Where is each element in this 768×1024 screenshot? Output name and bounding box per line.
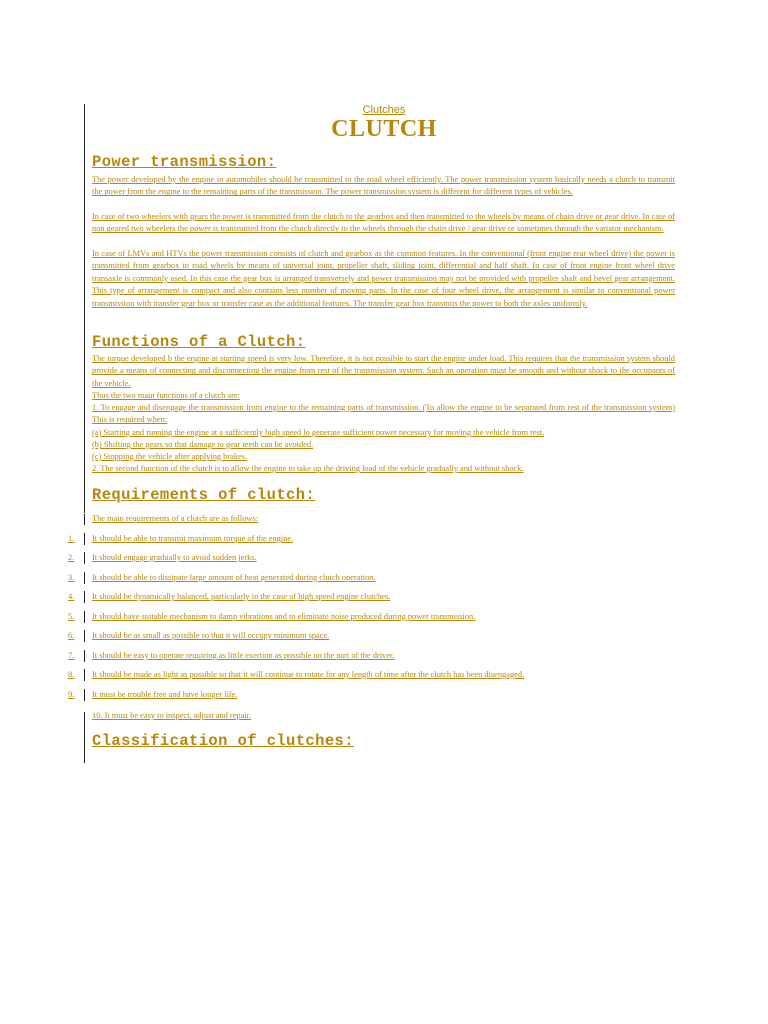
requirement-text: It should be able to transmit maximum torque of the engine. — [92, 534, 294, 543]
margin-tick — [84, 552, 85, 564]
power-paragraph-2: In case of two wheelers with gears the power is transmitted from the clutch to the gearbox and then transmitted to the wheels by means of chain drive or gear drive. In case of non geared two wheelers the power is transmitted from the clutch directly to the wheels through the chain drive / gear drive or sometimes through the variator mechanism. — [92, 212, 675, 234]
requirement-text: It should be as small as possible so that it will occupy minimum space. — [92, 631, 330, 640]
requirement-number: 2. — [68, 553, 75, 562]
requirement-text: It should be dynamically balanced, particularly in the case of high speed engine clutches. — [92, 592, 391, 601]
requirement-text: It must be trouble free and have longer life. — [92, 690, 238, 699]
power-transmission-heading: Power transmission: — [92, 153, 277, 171]
requirement-item — [0, 611, 700, 623]
functions-subitem-a: (a) Starting and running the engine at a sufficiently high speed lo generate sufficient power necessary for moving the vehicle from rest. — [92, 428, 545, 437]
margin-tick — [84, 669, 85, 681]
margin-bar — [84, 514, 85, 525]
requirement-text: It should engage gradually to avoid sudden jerks. — [92, 553, 257, 562]
document-title: CLUTCH — [331, 116, 437, 142]
requirement-item — [0, 650, 700, 662]
functions-subitem-b: (b) Shifting the gears so that damage to gear teeth can be avoided. — [92, 440, 314, 449]
power-paragraph-3: In case of LMVs and HTVs the power transmission consists of clutch and gearbox as the common features. In the conventional (front engine rear wheel drive) the power is transmitted from gearbox to road wheels by means of universal joint, propeller shaft, sliding joint, differential and half shaft. In case of front engine front wheel drive transaxle is commonly used. In this case the gear box is arranged transversely and power transmission may not be provided with propeller shaft and bevel gear arrangement. This type of arrangement is compact and also contains less number of moving parts. In the case of four wheel drive, the arrangement is similar to conventional power transmission with transfer gear box or transfer case as the additional features. The transfer gear box transmits the power to both the axles uniformly. — [92, 249, 675, 308]
document-pretitle-link[interactable]: Clutches — [362, 104, 406, 116]
functions-heading: Functions of a Clutch: — [92, 333, 306, 351]
requirement-number: 8. — [68, 670, 75, 679]
requirements-intro: The main requirements of a clutch are as follows: — [92, 514, 259, 523]
functions-paragraph-3: 1. To engage and disengage the transmission from engine to the remaining parts of transmission. (To allow the engine to be separated from rest of the transmission system) This is required when: — [92, 403, 675, 425]
requirement-item — [0, 533, 700, 545]
margin-tick — [84, 611, 85, 623]
requirement-item — [0, 630, 700, 642]
margin-tick — [84, 630, 85, 642]
margin-tick — [84, 689, 85, 701]
requirement-item — [0, 669, 700, 681]
requirement-item — [0, 572, 700, 584]
requirement-item — [0, 689, 700, 701]
functions-paragraph-2: Thus the two main functions of a clutch are: — [92, 391, 240, 400]
requirement-text: It should be easy to operate requiring as little exertion as possible on the part of the driver. — [92, 651, 395, 660]
requirement-number: 1. — [68, 534, 75, 543]
requirement-number: 3. — [68, 573, 75, 582]
power-paragraph-1: The power developed by the engine in automobiles should be transmitted to the road wheel efficiently. The power transmission system basically needs a clutch to transmit the power from the engine to the remaining parts of the transmission. The power transmission system is different for different types of vehicles. — [92, 175, 675, 197]
functions-subitem-c: (c) Stopping the vehicle after applying brakes. — [92, 452, 248, 461]
requirement-number: 6. — [68, 631, 75, 640]
requirement-text: It should be made as light as possible so that it will continue to rotate for any length of time after the clutch has been disengaged. — [92, 670, 525, 679]
margin-bar — [84, 104, 85, 513]
requirements-heading: Requirements of clutch: — [92, 486, 316, 504]
margin-tick — [84, 533, 85, 545]
requirement-text: It should be able to dissipate large amount of heat generated during clutch operation. — [92, 573, 376, 582]
functions-paragraph-1: The torque developed b the engine at starting speed is very low. Therefore, it is not possible to start the engine under load. This requires that the transmission system should provide a means of connecting and disconnecting the engine from rest of the transmission system. Such an operation must be smooth and without shock to the occupants of the vehicle. — [92, 354, 675, 388]
requirement-item — [0, 591, 700, 603]
requirement-item — [0, 552, 700, 564]
margin-tick — [84, 572, 85, 584]
margin-tick — [84, 591, 85, 603]
requirement-text: It should have suitable mechanism to damp vibrations and to eliminate noise produced during power transmission. — [92, 612, 476, 621]
margin-bar — [84, 712, 85, 763]
functions-second-function: 2. The second function of the clutch is to allow the engine to take up the driving load of the vehicle gradually and without shock. — [92, 464, 524, 473]
requirement-number: 9. — [68, 690, 75, 699]
requirement-number: 4. — [68, 592, 75, 601]
classification-heading: Classification of clutches: — [92, 732, 354, 750]
margin-tick — [84, 650, 85, 662]
requirement-item-10: 10. It must be easy to inspect, adjust and repair. — [92, 711, 252, 720]
requirement-number: 5. — [68, 612, 75, 621]
requirement-number: 7. — [68, 651, 75, 660]
